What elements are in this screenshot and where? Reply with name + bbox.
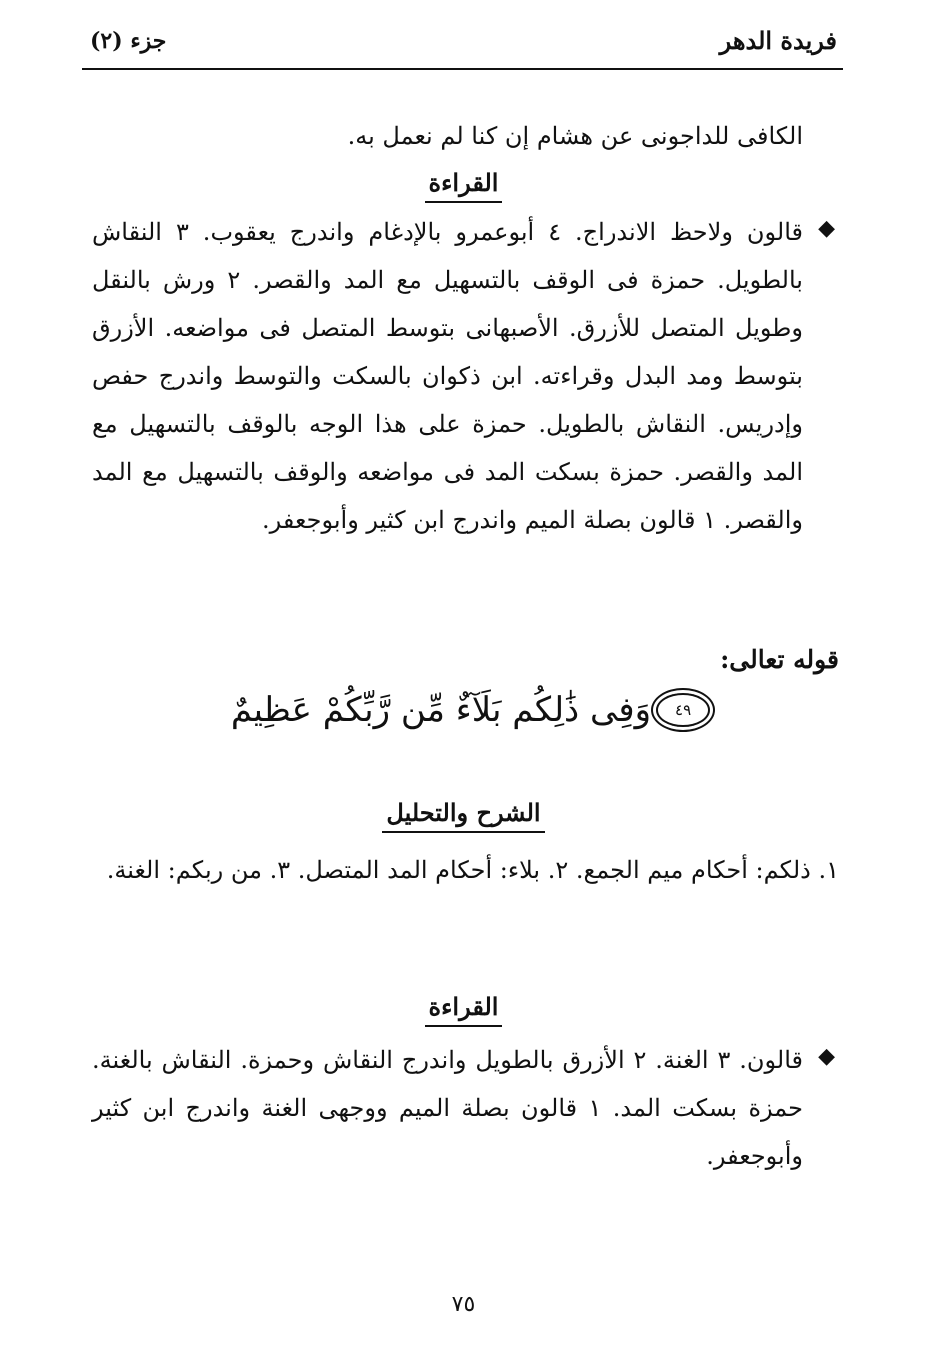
reading-paragraph-1: قالون ولاحظ الاندراج. ٤ أبوعمرو بالإدغام واندرج يعقوب. ٣ النقاش بالطويل. حمزة فى الوقف بالتسهيل مع المد والقصر. ٢ ورش بالنقل وطويل المتصل للأزرق. الأصبهانى بتوسط المتصل فى مواضعه. الأزرق بتوسط ومد البدل وقراءته. ابن ذكوان بالسكت والتوسط واندرج حفص وإدريس. النقاش بالطويل. حمزة على هذا الوجه بالوقف بالتسهيل مع المد والقصر. حمزة بسكت المد فى مواضعه والوقف بالتسهيل مع المد والقصر. ١ قالون بصلة الميم واندرج ابن كثير وأبوجعفر. — [92, 218, 804, 534]
page-number: ٧٥ — [451, 1292, 476, 1317]
header-rule — [82, 68, 843, 70]
book-title: فريدة الدهر — [719, 26, 837, 55]
reading-paragraph-2: قالون. ٣ الغنة. ٢ الأزرق بالطويل واندرج النقاش وحمزة. النقاش بالغنة. حمزة بسكت المد. ١ قالون بصلة الميم ووجهى الغنة واندرج ابن كثير وأبوجعفر. — [92, 1046, 804, 1170]
intro-line: الكافى للداجونى عن هشام إن كنا لم نعمل به. — [347, 122, 803, 150]
part-label: جزء (٢) — [90, 28, 167, 54]
reading-heading-2-text: القراءة — [425, 992, 503, 1027]
diamond-bullet-icon: ◆ — [818, 1044, 835, 1069]
reading-heading-2 — [0, 992, 927, 1027]
reading-heading-1 — [0, 168, 927, 203]
ayah-number-ornament-icon — [656, 693, 710, 727]
reading-heading-1-text: القراءة — [425, 168, 503, 203]
quran-verse — [0, 690, 927, 730]
explanation-heading — [0, 798, 927, 833]
explanation-paragraph: ١. ذلكم: أحكام ميم الجمع. ٢. بلاء: أحكام المد المتصل. ٣. من ربكم: الغنة. — [106, 856, 839, 884]
verse-text: وَفِى ذَٰلِكُم بَلَآءٌ مِّن رَّبِّكُمْ عَظِيمٌ — [230, 690, 652, 730]
explanation-heading-text: الشرح والتحليل — [382, 798, 544, 833]
quote-label: قوله تعالى: — [720, 645, 839, 674]
ayah-number: ٤٩ — [675, 701, 692, 719]
diamond-bullet-icon: ◆ — [818, 216, 835, 241]
